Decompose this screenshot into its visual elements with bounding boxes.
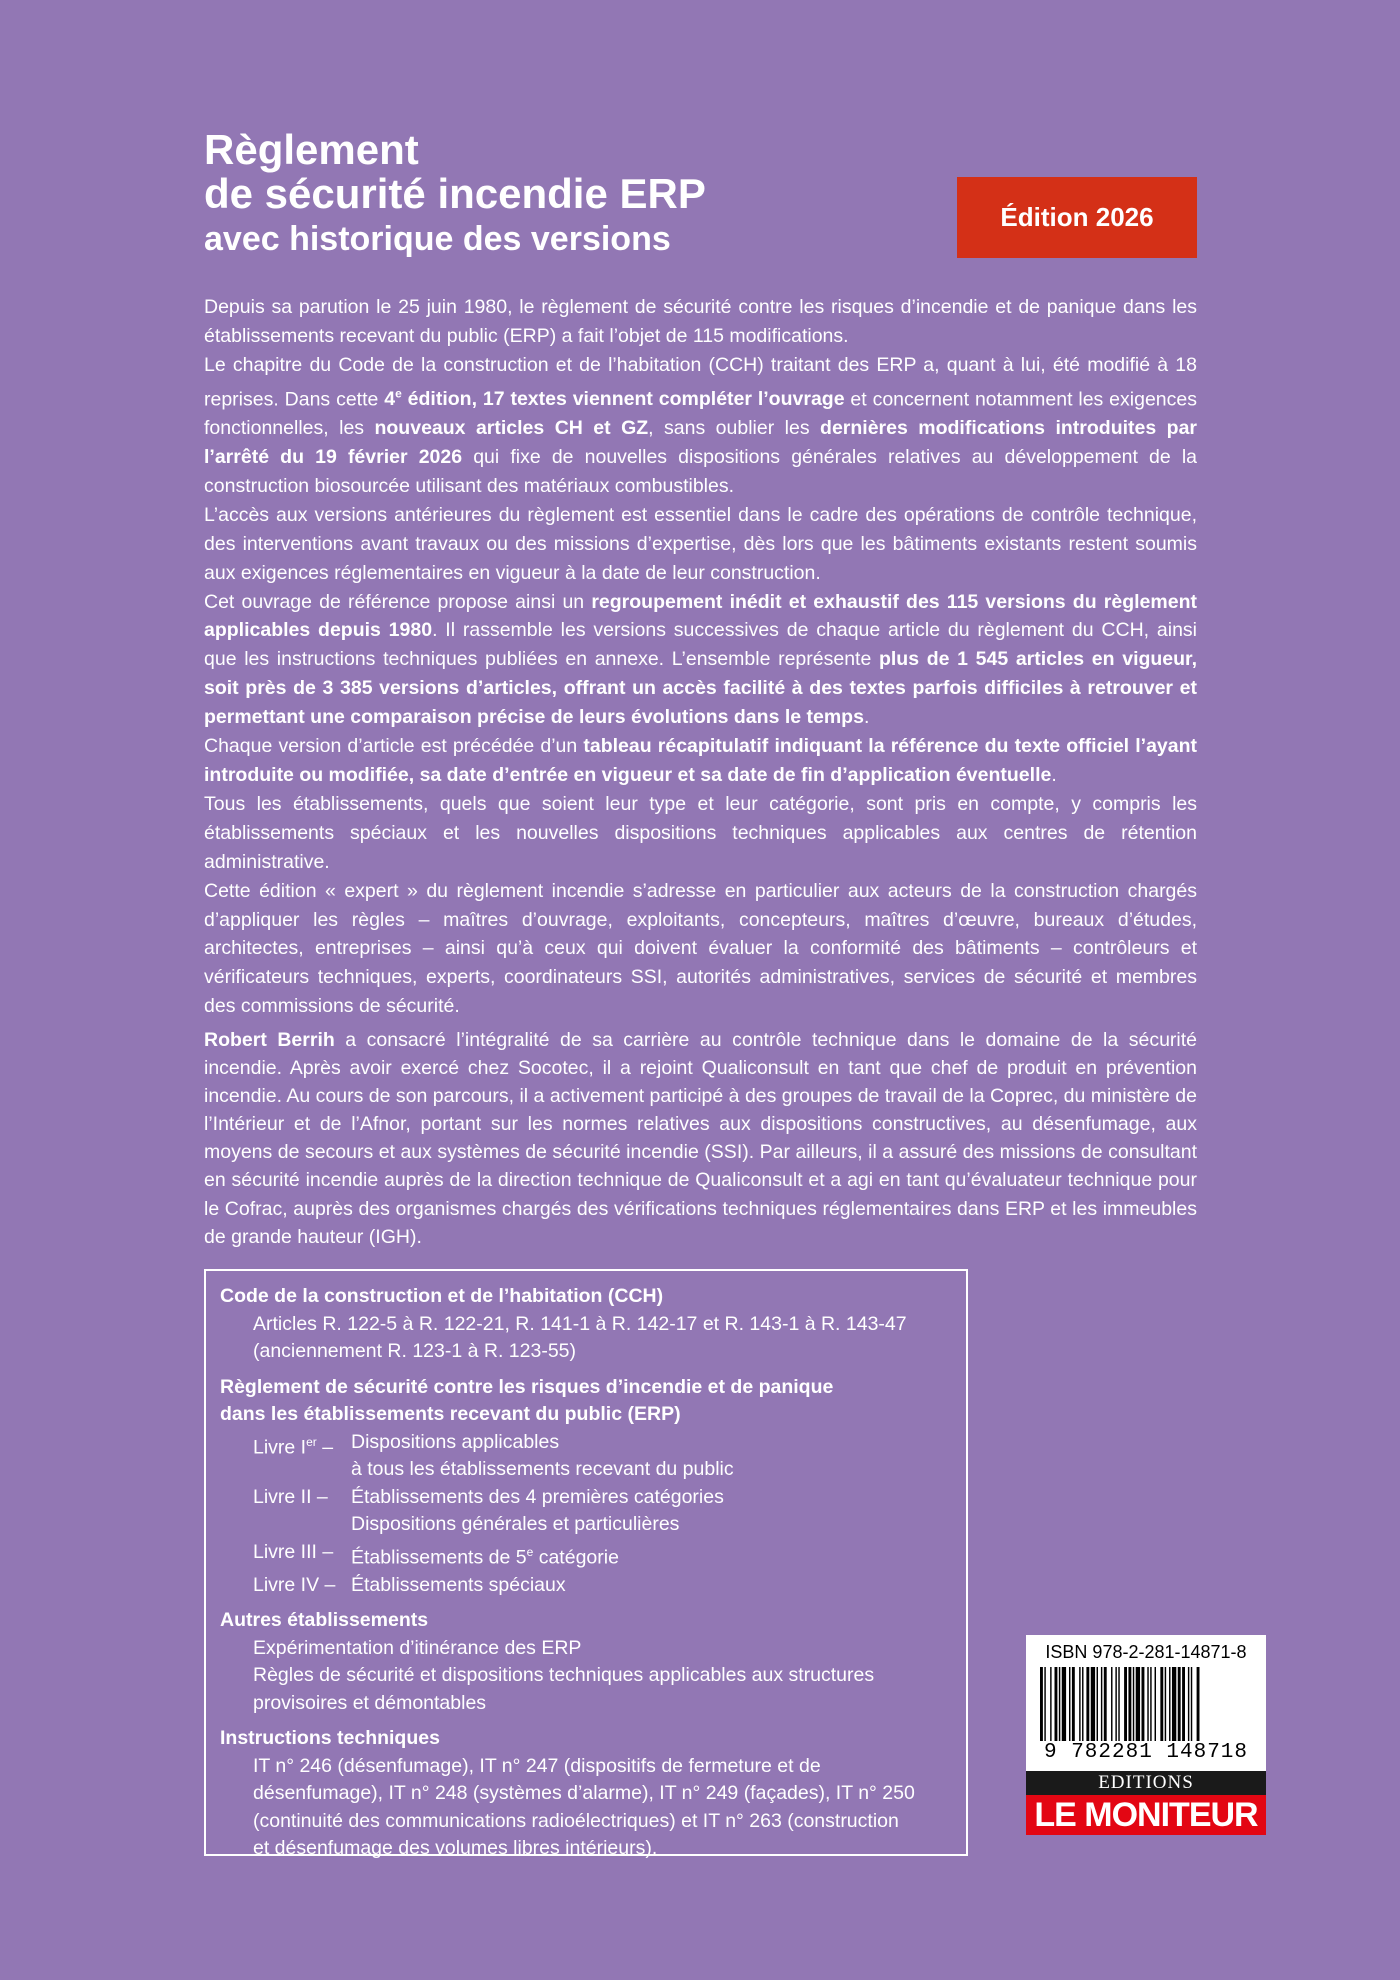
livre-1-text bbox=[351, 1429, 952, 1484]
isbn-label: ISBN 978-2-281-14871-8 bbox=[1045, 1642, 1247, 1662]
livre-3-text-b: catégorie bbox=[533, 1546, 619, 1568]
barcode-bar bbox=[1044, 1667, 1045, 1741]
barcode-bar bbox=[1136, 1667, 1140, 1741]
title-line-1: Règlement bbox=[204, 126, 419, 173]
barcode-bar bbox=[1165, 1667, 1166, 1741]
barcode-bar bbox=[1191, 1667, 1192, 1741]
barcode-bar bbox=[1091, 1667, 1095, 1741]
paragraph-2-e: , sans oublier les bbox=[648, 417, 821, 440]
autres-line-1: Expérimentation d’itinérance des ERP bbox=[253, 1636, 582, 1659]
contents-box bbox=[204, 1269, 968, 1859]
livre-4-text: Établissements spéciaux bbox=[351, 1573, 566, 1596]
livre-2-text bbox=[351, 1484, 952, 1539]
barcode-bar bbox=[1059, 1667, 1060, 1741]
barcode-bar bbox=[1147, 1667, 1148, 1741]
barcode-bar bbox=[1133, 1667, 1134, 1741]
title-block bbox=[204, 128, 904, 260]
livre-3-text-sup: e bbox=[526, 1544, 534, 1559]
section-heading-cch: Code de la construction et de l’habitation (CCH) bbox=[220, 1285, 664, 1307]
barcode-bar bbox=[1188, 1667, 1189, 1741]
barcode-bar bbox=[1115, 1667, 1116, 1741]
bio-text: a consacré l’intégralité de sa carrière au contrôle technique dans le domaine de la sécurité incendie. Après avoir exercé chez Socotec, il a rejoint Qualiconsult en tant que chef de produit en prévention incendie. Au cours de son parcours, il a activement participé à des groupes de travail de la Coprec, du ministère de l’Intérieur et de l’Afnor, portant sur les normes relatives aux dispositions constructives, au désenfumage, aux moyens de secours et aux systèmes de sécurité incendie (SSI). Par ailleurs, il a assuré des missions de consultant en sécurité incendie auprès de la direction technique de Qualiconsult et a agi en tant qu’évaluateur technique pour le Cofrac, auprès des organismes chargés des vérifications techniques réglementaires dans ERP et les immeubles de grande hauteur (IGH). bbox=[204, 1029, 1198, 1248]
barcode-bar bbox=[1178, 1667, 1181, 1741]
title-line-2: de sécurité incendie ERP bbox=[204, 170, 706, 217]
barcode-bar bbox=[1069, 1667, 1070, 1741]
barcode-bar bbox=[1160, 1667, 1163, 1741]
author-bio bbox=[204, 1026, 1197, 1251]
section-heading-instructions: Instructions techniques bbox=[220, 1727, 440, 1749]
livre-2 bbox=[220, 1484, 952, 1539]
barcode-icon bbox=[1038, 1667, 1254, 1741]
livre-1-text-1: Dispositions applicables bbox=[351, 1430, 560, 1453]
section-heading-autres: Autres établissements bbox=[220, 1609, 429, 1631]
autres-line-2: Règles de sécurité et dispositions techniques applicables aux structures bbox=[253, 1664, 875, 1686]
paragraph-4 bbox=[204, 588, 1197, 733]
paragraph-1: Depuis sa parution le 25 juin 1980, le règlement de sécurité contre les risques d’incendie et de panique dans les établissements recevant du public (ERP) a fait l’objet de 115 modifications. bbox=[204, 296, 1197, 347]
livre-4 bbox=[220, 1572, 952, 1600]
it-line-4: et désenfumage des volumes libres intérieurs). bbox=[253, 1837, 658, 1859]
paragraph-2-f: dernières modifications introduites par l’arrêté du 19 février 2026 bbox=[204, 417, 1198, 469]
it-line-1: IT n° 246 (désenfumage), IT n° 247 (dispositifs de fermeture et de bbox=[253, 1754, 821, 1777]
barcode-bar bbox=[1062, 1667, 1066, 1741]
publisher-logo-name: LE MONITEUR bbox=[1026, 1795, 1266, 1835]
author-name: Robert Berrih bbox=[204, 1029, 335, 1051]
autres-line-3: provisoires et démontables bbox=[253, 1691, 487, 1714]
barcode-bar bbox=[1082, 1667, 1083, 1741]
barcode-bar bbox=[1118, 1667, 1119, 1741]
paragraph-6: Tous les établissements, quels que soient leur type et leur catégorie, sont pris en compte, y compris les établissements spéciaux et les nouvelles dispositions techniques applicables aux centres de rétention administrative. bbox=[204, 792, 1197, 873]
description-text bbox=[204, 293, 1197, 1021]
livre-3-text bbox=[351, 1539, 952, 1572]
barcode-bar bbox=[1079, 1667, 1080, 1741]
livre-3-text-a: Établissements de 5 bbox=[351, 1546, 527, 1568]
paragraph-2-a: Le chapitre du Code de la construction et de l’habitation (CCH) traitant des ERP a, quant à lui, été modifié à 18 reprises. Dans cette bbox=[204, 353, 1197, 411]
edition-text: édition, 17 textes viennent compléter l’ouvrage bbox=[401, 388, 845, 411]
barcode-block bbox=[1026, 1635, 1266, 1845]
paragraph-7: Cette édition « expert » du règlement incendie s’adresse en particulier aux acteurs de la construction chargés d’appliquer les règles – maîtres d’ouvrage, exploitants, concepteurs, maîtres d’œuvre, bureaux d’études, architectes, entreprises – ainsi qu’à ceux qui doivent évaluer la conformité des bâtiments – contrôleurs et vérificateurs techniques, experts, coordinateurs SSI, autorités administratives, services de sécurité et membres des commissions de sécurité. bbox=[204, 879, 1197, 1018]
barcode-bar bbox=[1142, 1667, 1145, 1741]
barcode-bar bbox=[1086, 1667, 1089, 1741]
livre-1-label-sup: er bbox=[306, 1434, 317, 1449]
barcode-bar bbox=[1169, 1667, 1170, 1741]
edition-number: 4 bbox=[384, 388, 396, 411]
paragraph-2-g: qui fixe de nouvelles dispositions générales relatives au développement de la construction biosourcée utilisant des matériaux combustibles. bbox=[204, 446, 1197, 497]
paragraph-5-b: tableau récapitulatif indiquant la référence du texte officiel l’ayant introduite ou modifiée, sa date d’entrée en vigueur et sa date de fin d’application éventuelle bbox=[204, 735, 1198, 786]
bio-paragraph bbox=[204, 1026, 1197, 1251]
livre-1 bbox=[220, 1429, 952, 1484]
livre-2-text-1: Établissements des 4 premières catégories bbox=[351, 1485, 724, 1508]
paragraph-4-b: regroupement inédit et exhaustif des 115 versions du règlement applicables depuis 1980 bbox=[204, 590, 1197, 642]
isbn-digits: 9 782281 148718 bbox=[1043, 1741, 1249, 1764]
section-heading-reglement-1: Règlement de sécurité contre les risques d’incendie et de panique bbox=[220, 1375, 834, 1398]
paragraph-2-b bbox=[384, 388, 844, 410]
paragraph-4-c: . Il rassemble les versions successives de chaque article du règlement du CCH, ainsi que les instructions techniques publiées en annexe. L’ensemble représente bbox=[204, 619, 1197, 671]
cch-line-1: Articles R. 122-5 à R. 122-21, R. 141-1 à R. 142-17 et R. 143-1 à R. 143-47 bbox=[253, 1312, 907, 1335]
it-line-2: désenfumage), IT n° 248 (systèmes d’alarme), IT n° 249 (façades), IT n° 250 bbox=[253, 1782, 915, 1804]
paragraph-3: L’accès aux versions antérieures du règlement est essentiel dans le cadre des opérations de contrôle technique, des interventions avant travaux ou des missions d’expertise, dès lors que les bâtiments existants restent soumis aux exigences réglementaires en vigueur à la date de leur construction. bbox=[204, 503, 1197, 584]
publisher-logo-top: EDITIONS bbox=[1026, 1771, 1266, 1795]
barcode-bar bbox=[1104, 1667, 1107, 1741]
livre-2-label: Livre II – bbox=[253, 1485, 328, 1508]
section-heading-reglement-2: dans les établissements recevant du public (ERP) bbox=[220, 1403, 681, 1425]
barcode-bar bbox=[1155, 1667, 1156, 1741]
livre-1-text-2: à tous les établissements recevant du public bbox=[351, 1458, 734, 1480]
edition-badge: Édition 2026 bbox=[957, 177, 1197, 258]
paragraph-5 bbox=[204, 732, 1197, 790]
paragraph-2-d: nouveaux articles CH et GZ bbox=[374, 417, 649, 440]
livre-1-label-dash: – bbox=[316, 1436, 334, 1458]
livre-1-label bbox=[253, 1429, 351, 1484]
barcode-bar bbox=[1124, 1667, 1127, 1741]
publisher-logo bbox=[1026, 1771, 1266, 1834]
paragraph-4-a: Cet ouvrage de référence propose ainsi un bbox=[204, 590, 592, 613]
isbn-box bbox=[1026, 1635, 1266, 1771]
barcode-bar bbox=[1182, 1667, 1185, 1741]
paragraph-2 bbox=[204, 351, 1197, 501]
paragraph-5-c: . bbox=[1051, 764, 1057, 786]
paragraph-5-a: Chaque version d’article est précédée d’un bbox=[204, 735, 584, 758]
barcode-bar bbox=[1055, 1667, 1058, 1741]
it-line-3: (continuité des communications radioélectriques) et IT n° 263 (construction bbox=[253, 1809, 899, 1832]
barcode-bar bbox=[1040, 1667, 1043, 1741]
livre-2-text-2: Dispositions générales et particulières bbox=[351, 1513, 680, 1535]
barcode-bar bbox=[1072, 1667, 1075, 1741]
livre-3 bbox=[220, 1539, 952, 1572]
edition-sup: e bbox=[395, 386, 402, 401]
barcode-bar bbox=[1050, 1667, 1051, 1741]
barcode-bar bbox=[1111, 1667, 1112, 1741]
barcode-bar bbox=[1097, 1667, 1098, 1741]
paragraph-4-e: . bbox=[863, 706, 870, 729]
cch-line-2: (anciennement R. 123-1 à R. 123-55) bbox=[253, 1340, 577, 1362]
paragraph-4-d: plus de 1 545 articles en vigueur, soit près de 3 385 versions d’articles, offrant un accès facilité à des textes parfois difficiles à retrouver et permettant une comparaison précise de leurs évolutions dans le temps bbox=[204, 648, 1197, 729]
barcode-bar bbox=[1150, 1667, 1151, 1741]
subtitle: avec historique des versions bbox=[204, 220, 671, 258]
livre-1-label-text: Livre I bbox=[253, 1436, 307, 1458]
barcode-bar bbox=[1101, 1667, 1102, 1741]
barcode-bar bbox=[1172, 1667, 1176, 1741]
livre-4-label: Livre IV – bbox=[253, 1573, 336, 1596]
barcode-bar bbox=[1197, 1667, 1200, 1741]
barcode-bar bbox=[1128, 1667, 1131, 1741]
livre-3-label: Livre III – bbox=[253, 1540, 334, 1563]
paragraph-2-c: et concernent notamment les exigences fonctionnelles, les bbox=[204, 388, 1197, 440]
